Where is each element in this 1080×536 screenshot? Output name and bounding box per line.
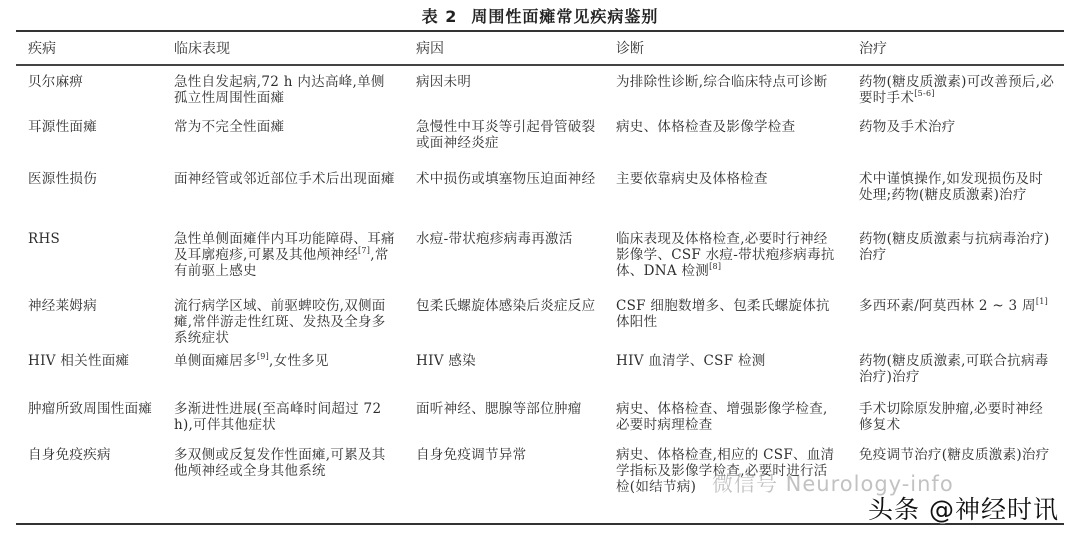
cell-diagnosis: 为排除性诊断,综合临床特点可诊断	[616, 74, 828, 90]
table-row	[16, 64, 1064, 112]
table-number: 表 2	[421, 7, 458, 26]
cell-cause: 面听神经、腮腺等部位肿瘤	[416, 401, 582, 417]
clinical-text-tail: ,常有前驱上感史	[174, 247, 389, 279]
cell-treatment: 免疫调节治疗(糖皮质激素)治疗	[859, 447, 1050, 463]
cell-disease: 耳源性面瘫	[28, 119, 97, 135]
cell-clinical	[162, 348, 404, 395]
table-row	[16, 229, 1064, 291]
table-row	[16, 348, 1064, 395]
reference: [5-6]	[914, 89, 935, 98]
clinical-text: 单侧面瘫居多	[174, 353, 257, 369]
differential-diagnosis-table	[16, 32, 1064, 495]
cell-treatment: 药物(糖皮质激素与抗病毒治疗)治疗	[859, 231, 1050, 263]
header-row	[16, 32, 1064, 64]
cell-clinical: 流行病学区域、前驱蜱咬伤,双侧面瘫,常伴游走性红斑、发热及全身多系统症状	[174, 298, 386, 346]
cell-disease: 神经莱姆病	[28, 298, 97, 314]
cell-cause: 急慢性中耳炎等引起骨管破裂或面神经炎症	[416, 119, 596, 151]
column-header-diagnosis: 诊断	[616, 41, 644, 57]
table-row	[16, 395, 1064, 441]
reference: [1]	[1035, 297, 1049, 306]
cell-disease: RHS	[28, 231, 61, 247]
cell-diagnosis: CSF 细胞数增多、包柔氏螺旋体抗体阳性	[616, 298, 830, 330]
cell-clinical: 常为不完全性面瘫	[174, 119, 285, 135]
table-row	[16, 163, 1064, 229]
cell-treatment: 术中谨慎操作,如发现损伤及时处理;药物(糖皮质激素)治疗	[859, 171, 1043, 203]
reference: [7]	[358, 246, 371, 255]
cell-disease: 医源性损伤	[28, 171, 97, 187]
cell-cause: 包柔氏螺旋体感染后炎症反应	[416, 298, 596, 314]
treatment-text: 多西环素/阿莫西林 2 ~ 3 周	[859, 298, 1036, 314]
cell-clinical: 多渐进性进展(至高峰时间超过 72 h),可伴其他症状	[174, 401, 382, 433]
treatment-text: 药物(糖皮质激素)可改善预后,必要时手术	[859, 74, 1055, 106]
cell-diagnosis: HIV 血清学、CSF 检测	[616, 353, 766, 369]
column-header-treatment: 治疗	[859, 41, 887, 57]
cell-disease: 贝尔麻痹	[28, 74, 84, 90]
cell-cause: HIV 感染	[416, 353, 476, 369]
table-title	[0, 4, 1080, 27]
column-header-disease: 疾病	[28, 41, 56, 57]
cell-diagnosis: 病史、体格检查,相应的 CSF、血清学指标及影像学检查,必要时进行活检(如结节病)	[616, 447, 835, 495]
cell-clinical: 急性自发起病,72 h 内达高峰,单侧孤立性周围性面瘫	[174, 74, 385, 106]
cell-cause: 病因未明	[416, 74, 472, 90]
cell-disease: 自身免疫疾病	[28, 447, 111, 463]
column-header-clinical: 临床表现	[174, 41, 230, 57]
diagnosis-text: 临床表现及体格检查,必要时行神经影像学、CSF 水痘-带状疱疹病毒抗体、DNA 检测	[616, 231, 835, 279]
cell-disease: 肿瘤所致周围性面瘫	[28, 401, 153, 417]
cell-clinical: 多双侧或反复发作性面瘫,可累及其他颅神经或全身其他系统	[174, 447, 386, 479]
reference: [8]	[709, 262, 722, 271]
cell-disease: HIV 相关性面瘫	[28, 353, 130, 369]
cell-clinical: 面神经管或邻近部位手术后出现面瘫	[174, 171, 395, 187]
cell-treatment: 手术切除原发肿瘤,必要时神经修复术	[859, 401, 1043, 433]
cell-treatment	[847, 291, 1064, 348]
clinical-text-tail: ,女性多见	[269, 353, 329, 369]
table-caption: 周围性面瘫常见疾病鉴别	[471, 7, 659, 26]
table-row	[16, 112, 1064, 163]
cell-diagnosis	[604, 229, 847, 291]
cell-cause: 术中损伤或填塞物压迫面神经	[416, 171, 596, 187]
cell-clinical	[162, 229, 404, 291]
cell-cause: 自身免疫调节异常	[416, 447, 527, 463]
cell-diagnosis: 病史、体格检查、增强影像学检查,必要时病理检查	[616, 401, 828, 433]
cell-diagnosis: 病史、体格检查及影像学检查	[616, 119, 796, 135]
clinical-text: 急性单侧面瘫伴内耳功能障碍、耳痛及耳廓疱疹,可累及其他颅神经	[174, 231, 395, 263]
cell-diagnosis: 主要依靠病史及体格检查	[616, 171, 768, 187]
table-row	[16, 291, 1064, 348]
column-header-cause: 病因	[416, 41, 444, 57]
cell-treatment: 药物及手术治疗	[859, 119, 956, 135]
cell-cause: 水痘-带状疱疹病毒再激活	[416, 231, 573, 247]
toutiao-watermark: 头条 @神经时讯	[868, 495, 1059, 524]
wechat-watermark: 微信号 Neurology-info	[712, 472, 954, 496]
cell-treatment: 药物(糖皮质激素,可联合抗病毒治疗)治疗	[859, 353, 1049, 385]
reference: [9]	[256, 352, 270, 361]
cell-treatment	[847, 64, 1064, 112]
